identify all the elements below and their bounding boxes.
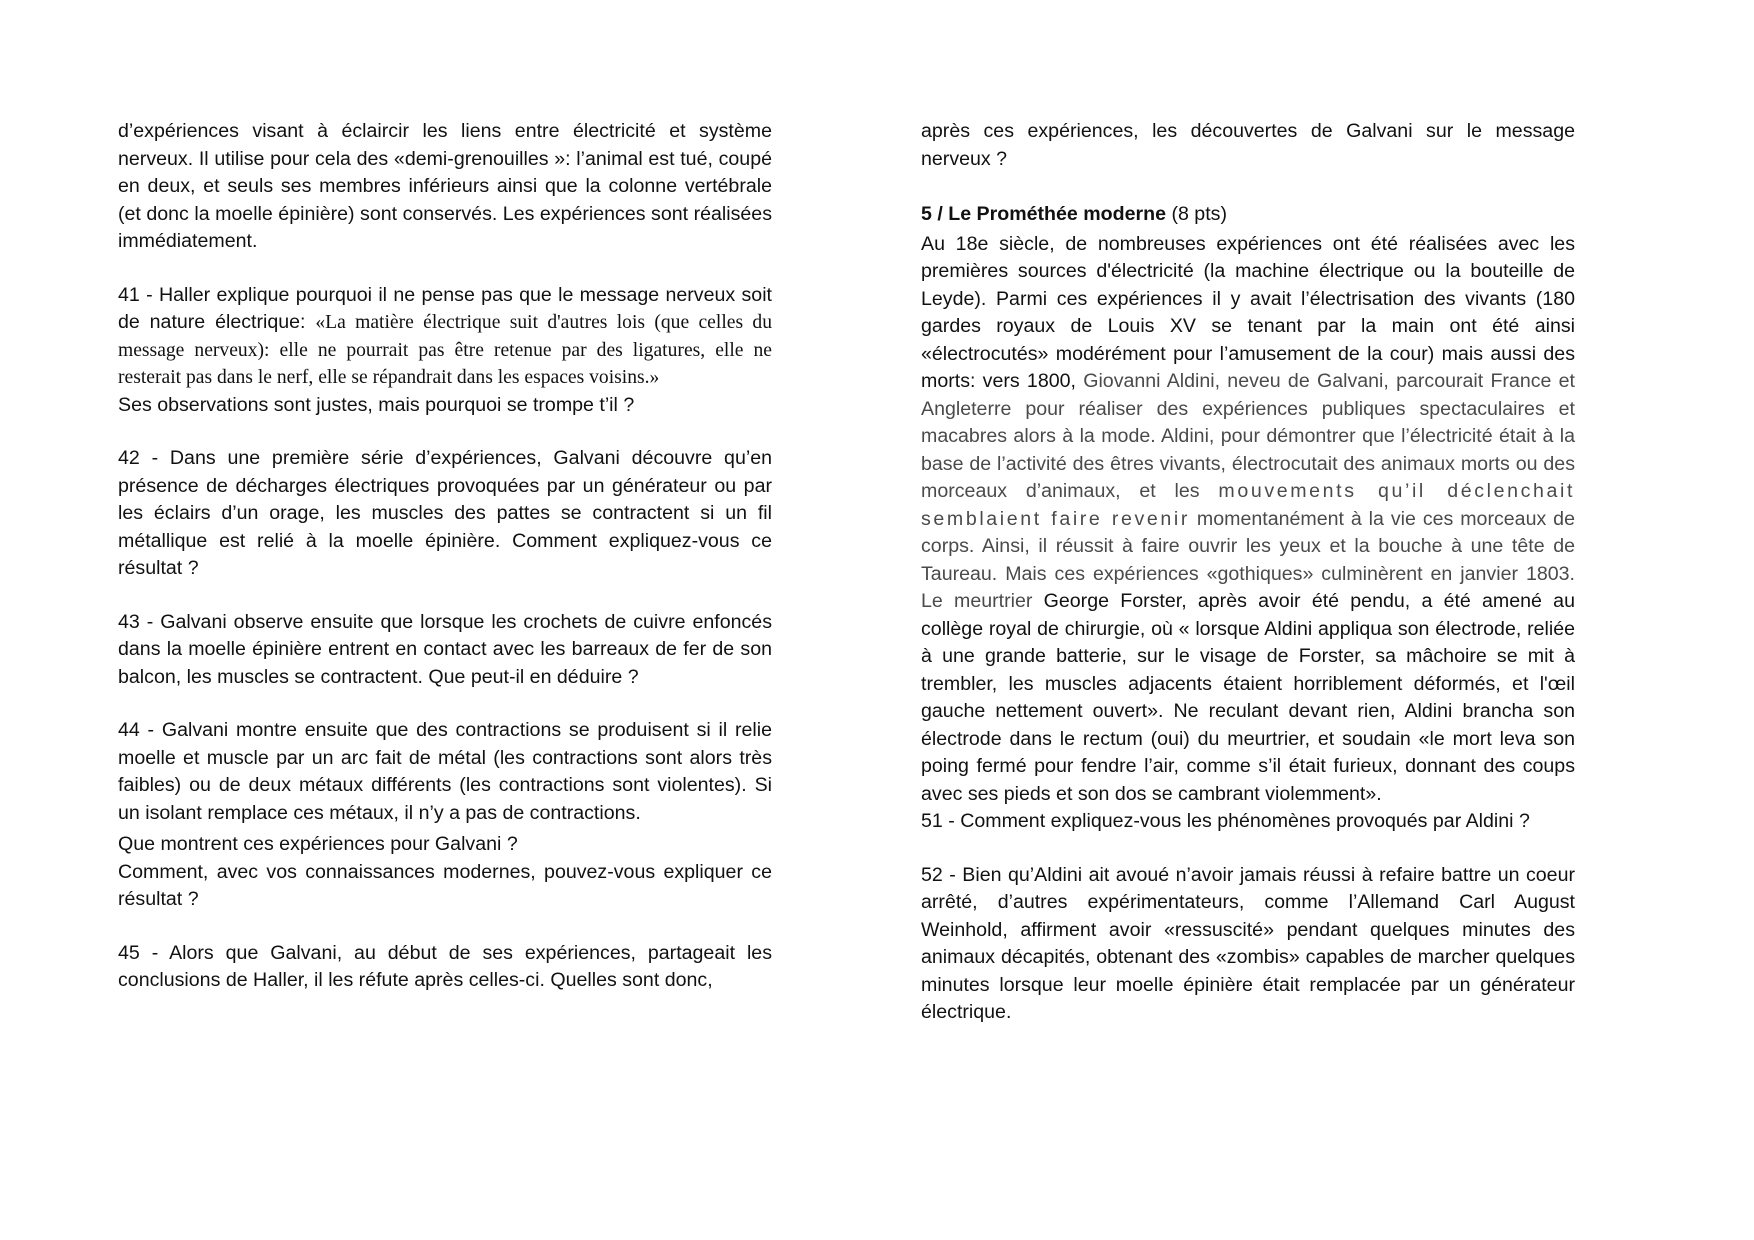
aldini-gray-spaced: mouvements qu’il déclenchait semblaient faire revenir bbox=[921, 480, 1575, 530]
section-points: (8 pts) bbox=[1166, 203, 1227, 225]
question-45-end: après ces expériences, les découvertes de Galvani sur le message nerveux ? bbox=[921, 120, 1575, 170]
right-column bbox=[921, 118, 1575, 1027]
question-51: 51 - Comment expliquez-vous les phénomènes provoqués par Aldini ? bbox=[921, 810, 1530, 832]
question-43: 43 - Galvani observe ensuite que lorsque les crochets de cuivre enfoncés dans la moelle épinière entrent en contact avec les barreaux de fer de son balcon, les muscles se contractent. Que peut-il en déduire ? bbox=[118, 610, 772, 688]
question-44: 44 - Galvani montre ensuite que des contractions se produisent si il relie moelle et muscle par un arc fait de métal (les contractions sont alors très faibles) ou de deux métaux différents (les contractions sont violentes). Si un isolant remplace ces métaux, il n’y a pas de contractions. bbox=[118, 719, 772, 824]
section-heading bbox=[921, 201, 1575, 229]
question-52: 52 - Bien qu’Aldini ait avoué n’avoir jamais réussi à refaire battre un coeur arrêté, d’autres expérimentateurs, comme l’Allemand Carl August Weinhold, affirment avoir «ressuscité» pendant quelques minutes des animaux décapités, obtenant des «zombis» capables de marcher quelques minutes lorsque leur moelle épinière était remplacée par un générateur électrique. bbox=[921, 863, 1575, 1023]
aldini-intro: Au 18e siècle, de nombreuses expériences ont été réalisées avec les premières sources d'électricité (la machine électrique ou la bouteille de Leyde). Parmi ces expériences il y avait l’électrisation des vivants (180 gardes royaux de Louis XV se tenant par la main ont été ainsi «électrocutés» modérément pour l’amusement de la cour) mais aussi des morts: vers 1800, bbox=[921, 232, 1575, 392]
question-41-lead: 41 - Haller explique pourquoi il ne pense pas que le message nerveux soit de nature électrique: bbox=[118, 283, 772, 333]
forster-text: George Forster, après avoir été pendu, a été amené au collège royal de chirurgie, où « lorsque Aldini appliqua son électrode, reliée à une grande batterie, sur le visage de Forster, sa mâchoire se mit à trembler, les muscles adjacents étaient horriblement déformés, et l'œil gauche nettement ouvert». Ne reculant devant rien, Aldini brancha son électrode dans le rectum (oui) du meurtrier, et soudain «le mort leva son poing fermé pour fendre l’air, comme s’il était furieux, donnant des coups avec ses pieds et son dos se cambrant violemment». bbox=[921, 590, 1575, 805]
question-42: 42 - Dans une première série d’expériences, Galvani découvre qu’en présence de décharges électriques provoquées par un générateur ou par les éclairs d’un orage, les muscles des pattes se contractent si un fil métallique est relié à la moelle épinière. Comment expliquez-vous ce résultat ? bbox=[118, 447, 772, 579]
question-45-start: 45 - Alors que Galvani, au début de ses expériences, partageait les conclusions de Haller, il les réfute après celles-ci. Quelles sont donc, bbox=[118, 941, 772, 991]
question-44-ask-1: Que montrent ces expériences pour Galvani ? bbox=[118, 833, 518, 855]
aldini-gray-a: Giovanni Aldini, neveu de Galvani, parcourait France et Angleterre pour réaliser des expériences publiques spectaculaires et macabres alors à la mode. Aldini, pour démontrer que l’électricité était à la base de l’activité des êtres vivants, électrocutait des animaux morts ou des morceaux d’animaux, et les bbox=[921, 370, 1576, 502]
aldini-paragraph bbox=[921, 231, 1575, 809]
question-41-ask: Ses observations sont justes, mais pourquoi se trompe t’il ? bbox=[118, 393, 635, 416]
aldini-gray-b: momentanément à la vie ces morceaux de corps. Ainsi, il réussit à faire ouvrir les yeux et la bouche à une tête de Taureau. Mais ces expériences «gothiques» culminèrent en janvier 1803. Le meurtrier bbox=[921, 507, 1575, 612]
section-title: 5 / Le Prométhée moderne bbox=[921, 203, 1166, 225]
left-column bbox=[118, 118, 772, 995]
haller-quote: «La matière électrique suit d'autres lois (que celles du message nerveux): elle ne pourrait pas être retenue par des ligatures, elle ne resterait pas dans le nerf, elle se répandrait dans les espaces voisins.» bbox=[118, 312, 772, 388]
question-41 bbox=[118, 282, 772, 392]
question-44-ask-2: Comment, avec vos connaissances modernes, pouvez-vous expliquer ce résultat ? bbox=[118, 860, 772, 910]
intro-paragraph: d’expériences visant à éclaircir les liens entre électricité et système nerveux. Il utilise pour cela des «demi-grenouilles »: l’animal est tué, coupé en deux, et seuls ses membres inférieurs ainsi que la colonne vertébrale (et donc la moelle épinière) sont conservés. Les expériences sont réalisées immédiatement. bbox=[118, 120, 772, 252]
